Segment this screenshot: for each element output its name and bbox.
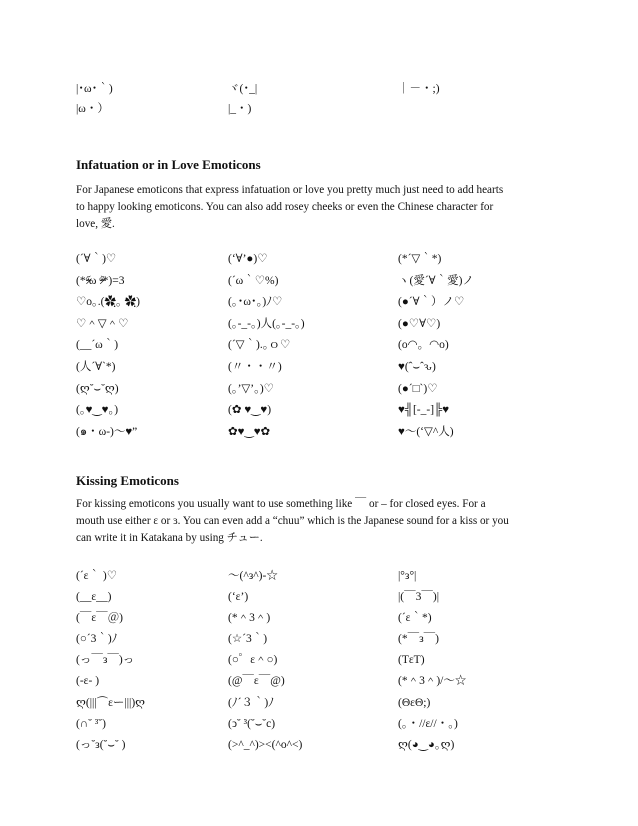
emoticon: ｜－・;) <box>398 83 440 95</box>
emoticon: (●♡∀♡) <box>398 318 441 330</box>
emoticon-row <box>0 357 638 377</box>
emoticon: ♥～(‘▽^人) <box>398 426 454 438</box>
emoticon: |･ω･｀) <box>76 83 113 95</box>
emoticon-row <box>0 400 638 420</box>
emoticon-row <box>0 735 638 755</box>
paragraph-line: For kissing emoticons you usually want to use something like ￣ or – for closed eyes. For a <box>76 498 486 510</box>
emoticon: ヽ(愛´∀｀愛)ノ <box>398 275 474 287</box>
emoticon: (>^_^)><(^o^<) <box>228 739 303 751</box>
emoticon: (￣ε￣＠) <box>76 612 123 624</box>
section-heading: Kissing Emoticons <box>76 473 179 488</box>
emoticon: (○´3｀)ﾉ <box>76 633 118 645</box>
emoticon: ヾ(･_| <box>228 83 258 95</box>
emoticon: (∩˘ ³˘) <box>76 718 106 730</box>
emoticon: (〃・・〃) <box>228 361 282 373</box>
paragraph-line: to happy looking emoticons. You can also add rosey cheeks or even the Chinese character for <box>76 201 494 213</box>
emoticon: (ﾉ´３｀)ﾉ <box>228 697 274 709</box>
emoticon: (人´∀`*) <box>76 361 116 373</box>
emoticon: (*￣з￣) <box>398 633 439 645</box>
emoticon-row <box>0 379 638 399</box>
section-paragraph <box>76 182 570 233</box>
paragraph-line: can write it in Katakana by using チュー. <box>76 532 263 544</box>
section-paragraph <box>76 496 570 547</box>
emoticon: (●´□`)♡ <box>398 383 438 395</box>
emoticon: (っ˘з(˘⌣˘ ) <box>76 739 126 751</box>
emoticon-row <box>0 650 638 670</box>
emoticon: (@￣ε￣@) <box>228 675 285 687</box>
emoticon: (○゜ε＾○) <box>228 654 278 666</box>
emoticon: (‘∀’●)♡ <box>228 253 268 265</box>
emoticon: ღ(◕‿◕｡ღ) <box>398 739 455 751</box>
emoticon: ♡o｡.(✿ฺ｡ ✿ฺ) <box>76 296 140 308</box>
emoticon: (ↄ˘ ³(˘⌣˘c) <box>228 718 276 730</box>
emoticon-row <box>0 629 638 649</box>
emoticon: (ღ˘⌣˘ღ) <box>76 383 119 395</box>
emoticon-row <box>0 714 638 734</box>
intro-row <box>0 79 638 99</box>
emoticon: (｡・//ε//・｡) <box>398 718 458 730</box>
emoticon: (ΘεΘ;) <box>398 697 431 709</box>
emoticon-row <box>0 422 638 442</box>
emoticon: (´ω｀♡%) <box>228 275 279 287</box>
emoticon: (*ᵒ̴̶̷᷄ω ᵒ̴̶̷᷅*)=3 <box>76 275 125 287</box>
emoticon-row <box>0 292 638 312</box>
emoticon: (｡-_-｡)人(｡-_-｡) <box>228 318 305 330</box>
paragraph-line: love, 愛. <box>76 218 115 230</box>
emoticon-row <box>0 671 638 691</box>
emoticon: |ω・） <box>76 103 109 115</box>
emoticon: |_・) <box>228 103 252 115</box>
emoticon: ✿♥‿♥✿ <box>228 426 271 438</box>
emoticon-row <box>0 608 638 628</box>
emoticon: (´ε｀*) <box>398 612 432 624</box>
emoticon: ♡＾▽＾♡ <box>76 318 129 330</box>
emoticon: ～(^з^)-☆ <box>228 570 278 582</box>
emoticon: (TεT) <box>398 654 425 666</box>
emoticon: (*＾3＾) <box>228 612 271 624</box>
emoticon: (｡♥‿♥｡) <box>76 404 119 416</box>
emoticon: (☆´3｀) <box>228 633 268 645</box>
emoticon: (´ε｀ )♡ <box>76 570 118 582</box>
emoticon: (*´▽｀*) <box>398 253 442 265</box>
emoticon-row <box>0 271 638 291</box>
emoticon-row <box>0 335 638 355</box>
emoticon: (✿ ♥‿♥) <box>228 404 272 416</box>
emoticon-row <box>0 587 638 607</box>
emoticon: (๑・ω-)～♥” <box>76 426 138 438</box>
emoticon: (‘ε’) <box>228 591 249 603</box>
emoticon: ღ(|||⌒εー|||)ღ <box>76 697 146 709</box>
emoticon: (´▽｀).｡ｏ♡ <box>228 339 291 351</box>
emoticon: (´∀｀)♡ <box>76 253 117 265</box>
intro-row <box>0 99 638 119</box>
emoticon: |(￣3￣)| <box>398 591 440 603</box>
emoticon: ♥(ˆ⌣ˆԅ) <box>398 361 436 373</box>
emoticon: (●´∀｀）ノ♡ <box>398 296 465 308</box>
emoticon: (｡’▽’｡)♡ <box>228 383 274 395</box>
emoticon-row <box>0 314 638 334</box>
emoticon: (｡･ω･｡)ﾉ♡ <box>228 296 283 308</box>
emoticon-row <box>0 566 638 586</box>
emoticon: |°з°| <box>398 570 417 582</box>
emoticon: (-ε- ) <box>76 675 100 687</box>
emoticon: (っ￣з￣)っ <box>76 654 135 666</box>
emoticon: (*＾3＾)/～☆ <box>398 675 467 687</box>
paragraph-line: For Japanese emoticons that express infatuation or love you pretty much just need to add hearts <box>76 184 504 196</box>
section-heading: Infatuation or in Love Emoticons <box>76 157 261 172</box>
paragraph-line: mouth use either ε or ɜ. You can even add a “chuu” which is the Japanese sound for a kiss or you <box>76 515 509 527</box>
emoticon: ♥╣[-_-]╠♥ <box>398 404 450 416</box>
emoticon-row <box>0 693 638 713</box>
emoticon: (__ε__) <box>76 591 112 603</box>
emoticon-row <box>0 249 638 269</box>
emoticon: (__´ω｀) <box>76 339 119 351</box>
emoticon: (o◠。◠o) <box>398 339 449 351</box>
